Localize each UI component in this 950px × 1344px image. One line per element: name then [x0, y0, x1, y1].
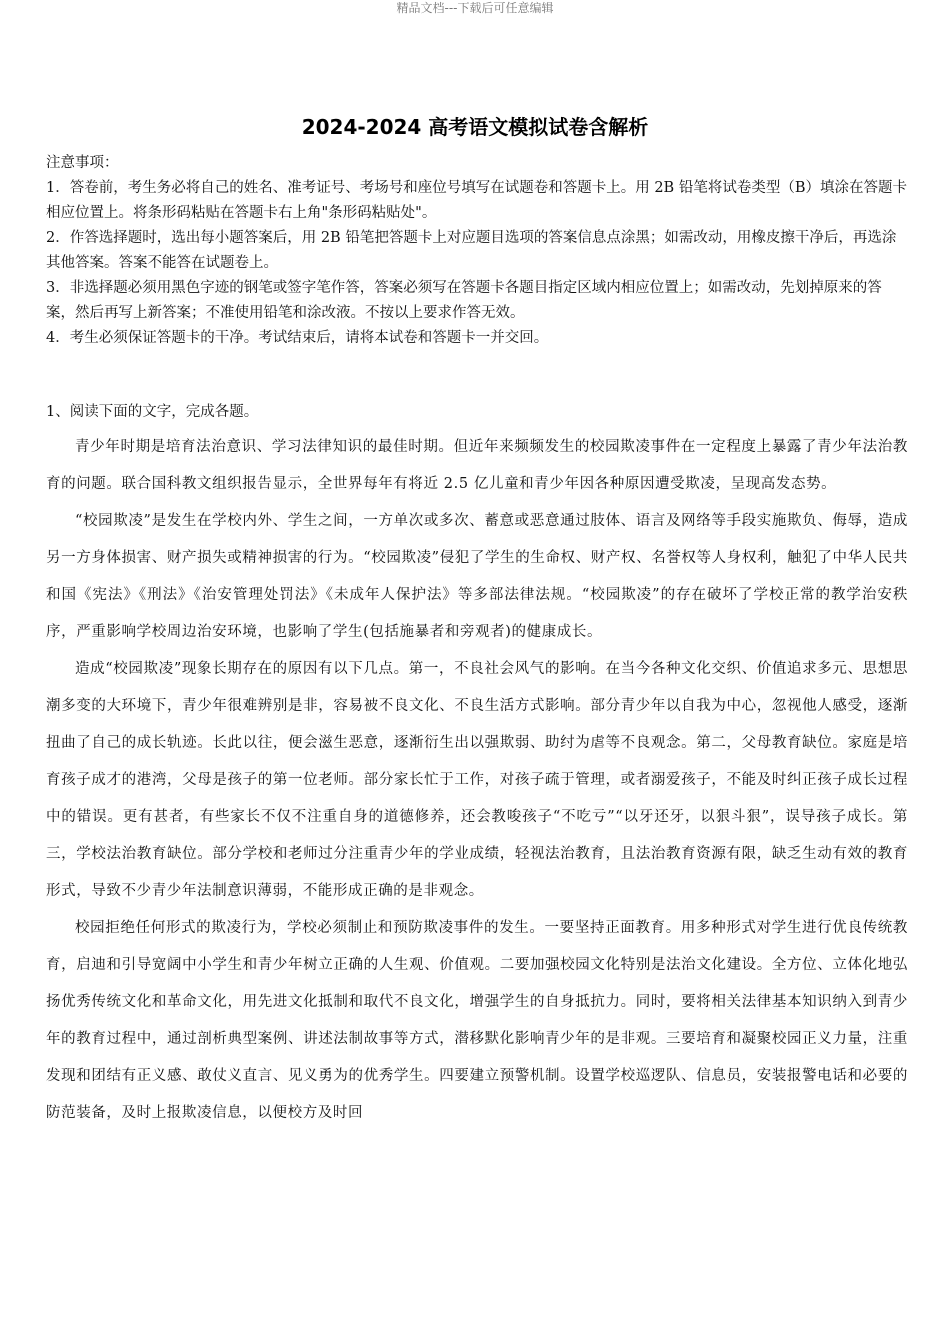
- notice-heading: 注意事项：: [46, 155, 119, 171]
- notice-item-2: 2．作答选择题时，选出每小题答案后，用 2B 铅笔把答题卡上对应题目选项的答案信息点涂黑；如需改动，用橡皮擦干净后，再选涂其他答案。答案不能答在试题卷上。: [46, 230, 897, 271]
- reading-passage: [46, 429, 908, 1132]
- notice-section: [46, 151, 908, 351]
- notice-item-1: 1．答卷前，考生务必将自己的姓名、准考证号、考场号和座位号填写在试题卷和答题卡上。用 2B 铅笔将试卷类型（B）填涂在答题卡相应位置上。将条形码粘贴在答题卡右上角"条形码粘贴处"。: [46, 180, 907, 221]
- header-note: 精品文档---下载后可任意编辑: [396, 1, 554, 15]
- passage-paragraph-3: 造成“校园欺凌”现象长期存在的原因有以下几点。第一，不良社会风气的影响。在当今各种文化交织、价值追求多元、思想思潮多变的大环境下，青少年很难辨别是非，容易被不良文化、不良生活方式影响。部分青少年以自我为中心，忽视他人感受，逐渐扭曲了自己的成长轨迹。长此以往，便会滋生恶意，逐渐衍生出以强欺弱、助纣为虐等不良观念。第二，父母教育缺位。家庭是培育孩子成才的港湾，父母是孩子的第一位老师。部分家长忙于工作，对孩子疏于管理，或者溺爱孩子，不能及时纠正孩子成长过程中的错误。更有甚者，有些家长不仅不注重自身的道德修养，还会教唆孩子“不吃亏”“以牙还牙，以狠斗狠”，误导孩子成长。第三，学校法治教育缺位。部分学校和老师过分注重青少年的学业成绩，轻视法治教育，且法治教育资源有限，缺乏生动有效的教育形式，导致不少青少年法制意识薄弱，不能形成正确的是非观念。: [46, 661, 908, 899]
- notice-item-4: 4．考生必须保证答题卡的干净。考试结束后，请将本试卷和答题卡一并交回。: [46, 330, 549, 346]
- passage-paragraph-2: “校园欺凌”是发生在学校内外、学生之间，一方单次或多次、蓄意或恶意通过肢体、语言及网络等手段实施欺负、侮辱，造成另一方身体损害、财产损失或精神损害的行为。“校园欺凌”侵犯了学生的生命权、财产权、名誉权等人身权利，触犯了中华人民共和国《宪法》《刑法》《治安管理处罚法》《未成年人保护法》等多部法律法规。“校园欺凌”的存在破坏了学校正常的教学治安秩序，严重影响学校周边治安环境，也影响了学生(包括施暴者和旁观者)的健康成长。: [46, 513, 908, 640]
- question-heading: 1、阅读下面的文字，完成各题。: [46, 404, 259, 420]
- question-1: [46, 400, 908, 1132]
- passage-paragraph-1: 青少年时期是培育法治意识、学习法律知识的最佳时期。但近年来频频发生的校园欺凌事件在一定程度上暴露了青少年法治教育的问题。联合国科教文组织报告显示，全世界每年有将近 2.5 亿儿童和青少年因各种原因遭受欺凌，呈现高发态势。: [46, 439, 908, 492]
- passage-paragraph-4: 校园拒绝任何形式的欺凌行为，学校必须制止和预防欺凌事件的发生。一要坚持正面教育。用多种形式对学生进行优良传统教育，启迪和引导宽阔中小学生和青少年树立正确的人生观、价值观。二要加强校园文化特别是法治文化建设。全方位、立体化地弘扬优秀传统文化和革命文化，用先进文化抵制和取代不良文化，增强学生的自身抵抗力。同时，要将相关法律基本知识纳入到青少年的教育过程中，通过剖析典型案例、讲述法制故事等方式，潜移默化影响青少年的是非观。三要培育和凝聚校园正义力量，注重发现和团结有正义感、敢仗义直言、见义勇为的优秀学生。四要建立预警机制。设置学校巡逻队、信息员，安装报警电话和必要的防范装备，及时上报欺凌信息，以便校方及时回: [46, 920, 908, 1121]
- page-title: 2024-2024 高考语文模拟试卷含解析: [301, 115, 649, 139]
- notice-item-3: 3．非选择题必须用黑色字迹的钢笔或签字笔作答，答案必须写在答题卡各题目指定区域内相应位置上；如需改动，先划掉原来的答案，然后再写上新答案；不准使用铅笔和涂改液。不按以上要求作答无效。: [46, 280, 882, 321]
